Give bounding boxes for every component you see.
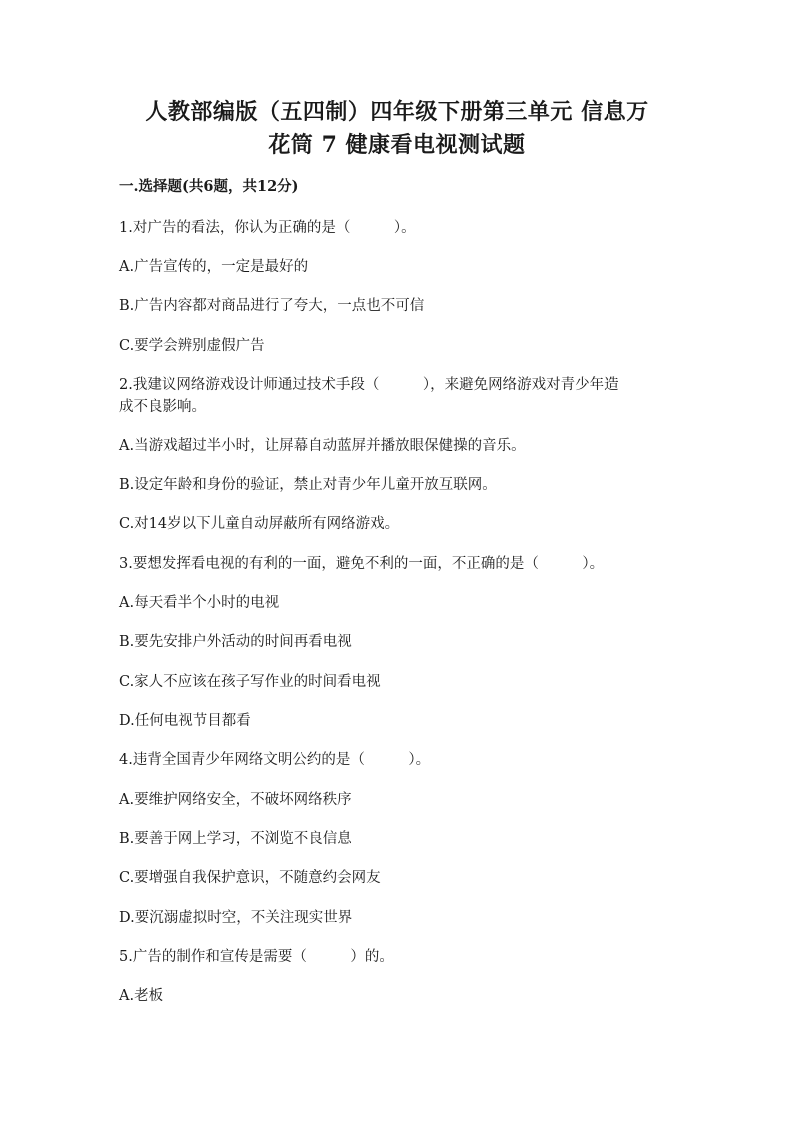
question-4-option-b: B.要善于网上学习，不浏览不良信息 [119, 831, 352, 847]
question-5-option-a: A.老板 [119, 988, 164, 1004]
question-4-stem: 4.违背全国青少年网络文明公约的是（ ）。 [119, 752, 431, 768]
question-3-stem: 3.要想发挥看电视的有利的一面，避免不利的一面，不正确的是（ ）。 [119, 556, 605, 572]
question-3-option-d: D.任何电视节目都看 [119, 713, 251, 729]
question-1-stem: 1.对广告的看法，你认为正确的是（ ）。 [119, 220, 416, 236]
section-heading: 一.选择题(共6题，共12分) [119, 178, 299, 195]
question-4-option-a: A.要维护网络安全，不破坏网络秩序 [119, 792, 352, 808]
question-2-stem-line-2: 成不良影响。 [119, 399, 206, 415]
question-1-option-a: A.广告宣传的，一定是最好的 [119, 259, 309, 275]
question-2-option-c: C.对14岁以下儿童自动屏蔽所有网络游戏。 [119, 516, 400, 532]
question-1-option-c: C.要学会辨别虚假广告 [119, 338, 265, 354]
question-1-option-b: B.广告内容都对商品进行了夸大，一点也不可信 [119, 298, 425, 314]
question-5-stem: 5.广告的制作和宣传是需要（ ）的。 [119, 949, 394, 965]
question-3-option-a: A.每天看半个小时的电视 [119, 595, 280, 611]
question-3-option-c: C.家人不应该在孩子写作业的时间看电视 [119, 674, 381, 690]
question-2-option-b: B.设定年龄和身份的验证，禁止对青少年儿童开放互联网。 [119, 477, 497, 493]
question-2-stem-line-1: 2.我建议网络游戏设计师通过技术手段（ ），来避免网络游戏对青少年造 [119, 377, 619, 393]
question-4-option-d: D.要沉溺虚拟时空，不关注现实世界 [119, 910, 353, 926]
document-title-line-2: 花筒 7 健康看电视测试题 [268, 132, 526, 158]
document-title-line-1: 人教部编版（五四制）四年级下册第三单元 信息万 [145, 99, 649, 125]
question-2-option-a: A.当游戏超过半小时，让屏幕自动蓝屏并播放眼保健操的音乐。 [119, 438, 526, 454]
question-4-option-c: C.要增强自我保护意识，不随意约会网友 [119, 870, 381, 886]
question-3-option-b: B.要先安排户外活动的时间再看电视 [119, 634, 352, 650]
